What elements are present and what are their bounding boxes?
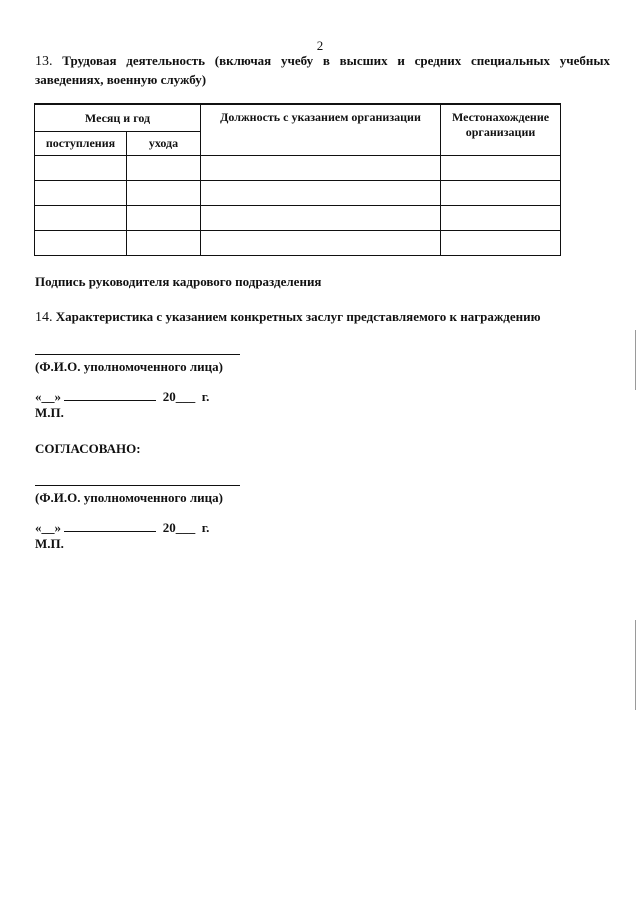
table-cell[interactable] (441, 206, 561, 231)
header-month-year: Месяц и год (35, 104, 201, 132)
table-row (35, 206, 561, 231)
table-cell[interactable] (441, 156, 561, 181)
section-14-heading (35, 309, 541, 326)
table-cell[interactable] (201, 181, 441, 206)
table-cell[interactable] (35, 206, 127, 231)
signature-block-1 (35, 354, 335, 421)
table-cell[interactable] (35, 231, 127, 256)
table-cell[interactable] (201, 231, 441, 256)
scan-edge-mark (635, 330, 636, 390)
table-cell[interactable] (441, 181, 561, 206)
table-row (35, 156, 561, 181)
table-header-row (35, 104, 561, 132)
fio-label: (Ф.И.О. уполномоченного лица) (35, 359, 223, 374)
table-cell[interactable] (35, 156, 127, 181)
hr-head-signature-label: Подпись руководителя кадрового подразделения (35, 274, 322, 289)
section-13-number: 13. (35, 54, 53, 69)
date-year: 20___ (162, 520, 196, 535)
section-13-title: Трудовая деятельность (включая учебу в высших и средних специальных учебных заведениях, военную службу) (35, 53, 610, 87)
signature-line[interactable] (35, 354, 240, 355)
table-cell[interactable] (441, 231, 561, 256)
header-start: поступления (35, 132, 127, 156)
stamp-label: М.П. (35, 405, 64, 420)
signature-block-2 (35, 485, 335, 552)
signature-line[interactable] (35, 485, 240, 486)
stamp-label: М.П. (35, 536, 64, 551)
table-cell[interactable] (201, 156, 441, 181)
fio-label: (Ф.И.О. уполномоченного лица) (35, 490, 223, 505)
table-cell[interactable] (127, 181, 201, 206)
section-14-number: 14. (35, 310, 53, 325)
agreed-label: СОГЛАСОВАНО: (35, 441, 141, 456)
date-month-blank[interactable] (64, 400, 156, 401)
table-cell[interactable] (127, 156, 201, 181)
date-year-suffix: г. (201, 520, 210, 535)
date-month-blank[interactable] (64, 531, 156, 532)
header-end: ухода (127, 132, 201, 156)
work-history-table (34, 103, 561, 256)
date-line (35, 520, 335, 536)
header-position: Должность с указанием организации (201, 104, 441, 156)
table-cell[interactable] (127, 231, 201, 256)
table-cell[interactable] (127, 206, 201, 231)
date-year-suffix: г. (201, 389, 210, 404)
section-13-heading (35, 52, 610, 89)
date-line (35, 389, 335, 405)
date-day: «__» (35, 389, 61, 404)
table-cell[interactable] (35, 181, 127, 206)
table-row (35, 181, 561, 206)
table-cell[interactable] (201, 206, 441, 231)
section-14-title: Характеристика с указанием конкретных заслуг представляемого к награждению (55, 309, 541, 324)
date-day: «__» (35, 520, 61, 535)
scan-edge-mark (635, 620, 636, 710)
page-number: 2 (316, 38, 324, 53)
date-year: 20___ (162, 389, 196, 404)
header-location: Местонахождение организации (441, 104, 561, 156)
table-row (35, 231, 561, 256)
